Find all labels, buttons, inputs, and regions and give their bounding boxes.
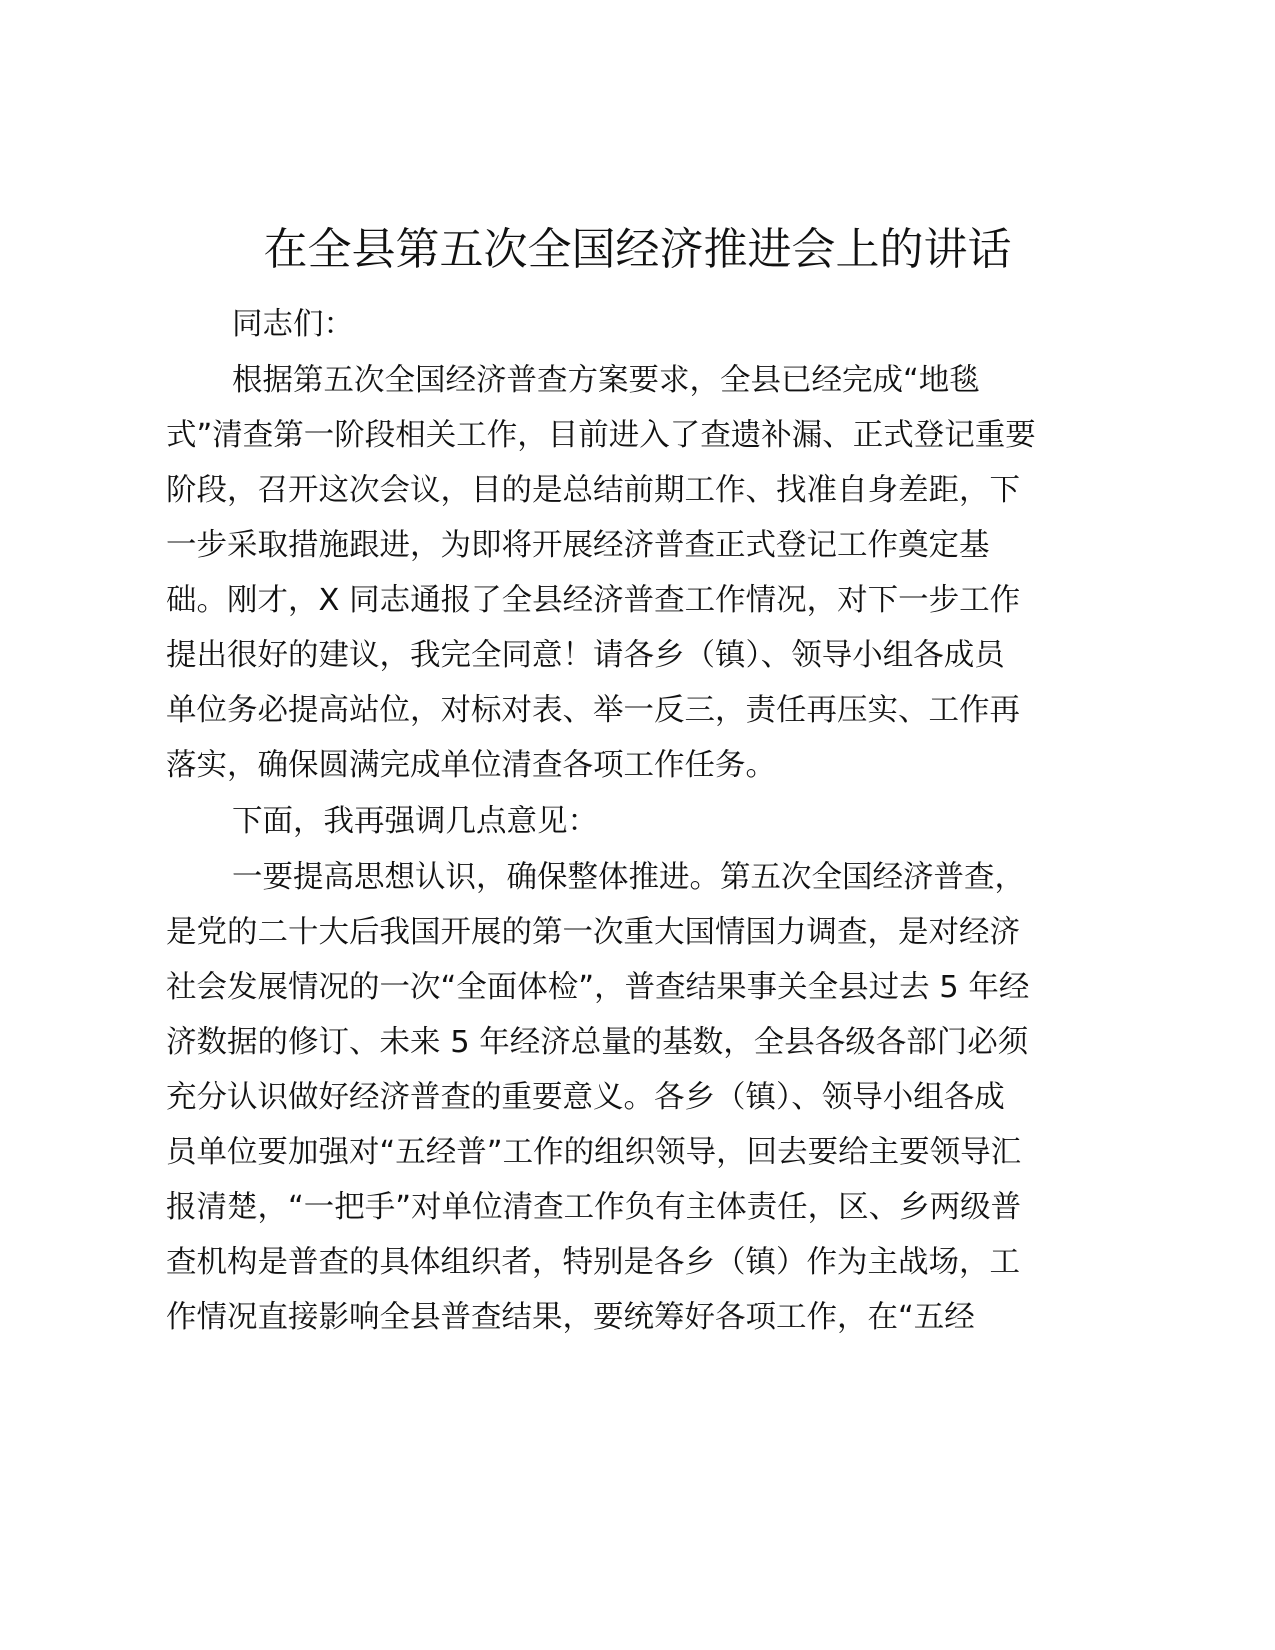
paragraph-line: 单位务必提高站位，对标对表、举一反三，责任再压实、工作再	[166, 693, 1020, 728]
paragraph-line: 式”清查第一阶段相关工作，目前进入了查遗补漏、正式登记重要	[166, 418, 1036, 453]
paragraph-line: 一要提高思想认识，确保整体推进。第五次全国经济普查，	[232, 860, 1025, 895]
paragraph-line: 济数据的修订、未来 5 年经济总量的基数，全县各级各部门必须	[166, 1025, 1029, 1060]
paragraph-line: 阶段，召开这次会议，目的是总结前期工作、找准自身差距，下	[166, 473, 1020, 508]
paragraph-line: 下面，我再强调几点意见：	[232, 804, 598, 839]
paragraph-line: 一步采取措施跟进，为即将开展经济普查正式登记工作奠定基	[166, 528, 990, 563]
paragraph-line: 提出很好的建议，我完全同意！请各乡（镇）、领导小组各成员	[166, 638, 1005, 673]
paragraph-line: 查机构是普查的具体组织者，特别是各乡（镇）作为主战场，工	[166, 1245, 1020, 1280]
paragraph-line: 员单位要加强对“五经普”工作的组织领导，回去要给主要领导汇	[166, 1135, 1022, 1170]
paragraph-line: 是党的二十大后我国开展的第一次重大国情国力调查，是对经济	[166, 915, 1020, 950]
paragraph-line: 落实，确保圆满完成单位清查各项工作任务。	[166, 748, 776, 783]
paragraph-line: 社会发展情况的一次“全面体检”，普查结果事关全县过去 5 年经	[166, 970, 1030, 1005]
document-title: 在全县第五次全国经济推进会上的讲话	[263, 224, 1012, 275]
paragraph-line: 根据第五次全国经济普查方案要求，全县已经完成“地毯	[232, 363, 980, 398]
paragraph-line: 作情况直接影响全县普查结果，要统筹好各项工作，在“五经	[166, 1300, 975, 1335]
salutation: 同志们：	[232, 307, 354, 342]
paragraph-line: 报清楚，“一把手”对单位清查工作负有主体责任，区、乡两级普	[166, 1190, 1022, 1225]
paragraph-line: 础。刚才，X 同志通报了全县经济普查工作情况，对下一步工作	[166, 583, 1021, 618]
paragraph-line: 充分认识做好经济普查的重要意义。各乡（镇）、领导小组各成	[166, 1080, 1005, 1115]
